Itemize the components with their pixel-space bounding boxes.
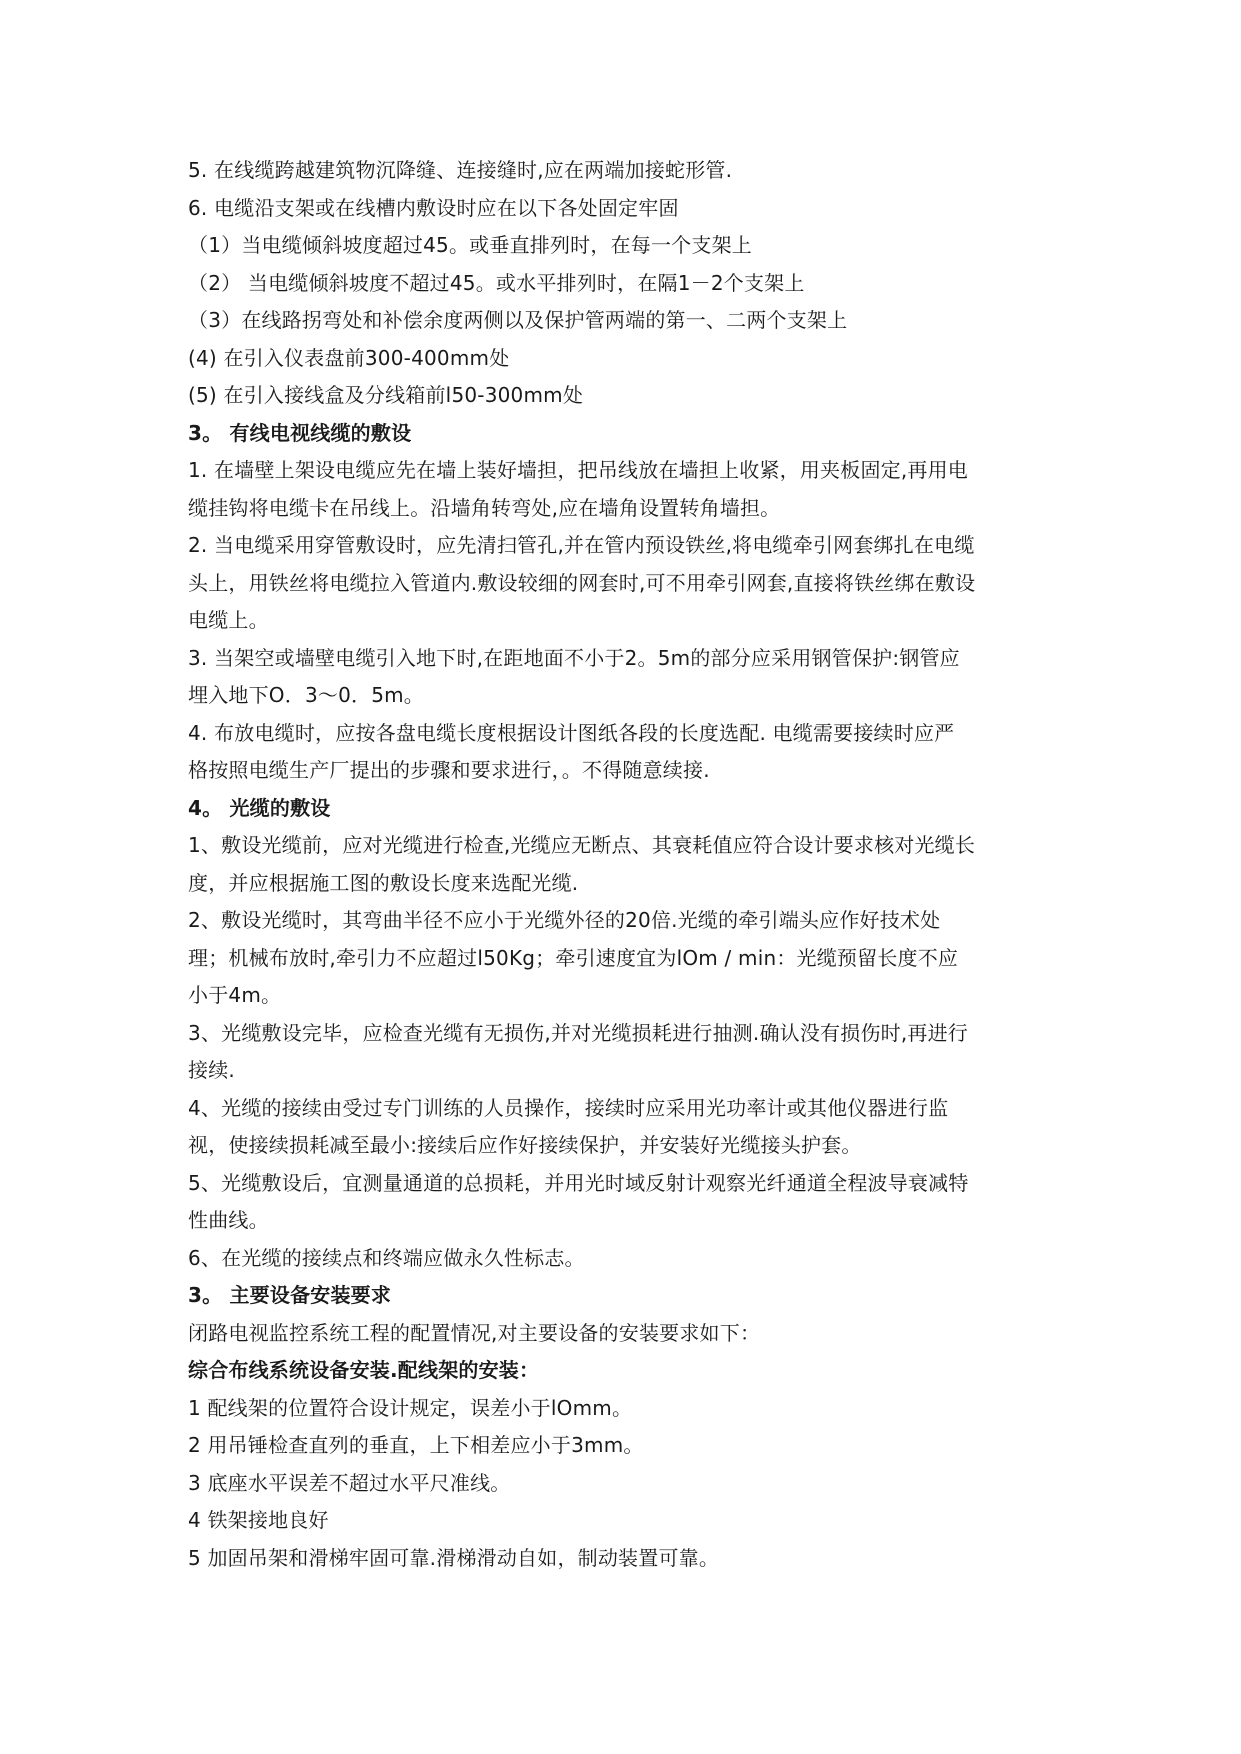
paragraph-line: （3）在线路拐弯处和补偿余度两侧以及保护管两端的第一、二两个支架上 [188, 308, 848, 332]
paragraph-line: 缆挂钩将电缆卡在吊线上。沿墙角转弯处,应在墙角设置转角墙担。 [188, 495, 781, 520]
paragraph-line: 3 底座水平误差不超过水平尺准线。 [188, 1470, 511, 1495]
paragraph-line: 度，并应根据施工图的敷设长度来选配光缆. [188, 870, 579, 895]
paragraph-line: 4. 布放电缆时，应按各盘电缆长度根据设计图纸各段的长度选配. 电缆需要接续时应严 [188, 720, 955, 745]
paragraph-line: 格按照电缆生产厂提出的步骤和要求进行，。不得随意续接. [188, 758, 710, 782]
section-heading: 4。 光缆的敷设 [188, 795, 331, 820]
paragraph-line: 埋入地下O．3～0．5m。 [188, 683, 424, 707]
paragraph-line: 4 铁架接地良好 [188, 1508, 329, 1532]
paragraph-line: 1 配线架的位置符合设计规定，误差小于lOmm。 [188, 1395, 633, 1420]
paragraph-line: （2） 当电缆倾斜坡度不超过45。或水平排列时，在隔1－2个支架上 [188, 270, 805, 295]
paragraph-line: 5. 在线缆跨越建筑物沉降缝、连接缝时,应在两端加接蛇形管. [188, 158, 733, 182]
paragraph-line: 6、在光缆的接续点和终端应做永久性标志。 [188, 1245, 585, 1270]
paragraph-line: 2、敷设光缆时，其弯曲半径不应小于光缆外径的20倍.光缆的牵引端头应作好技术处 [188, 908, 941, 932]
paragraph-line: 1. 在墙壁上架设电缆应先在墙上装好墙担，把吊线放在墙担上收紧，用夹板固定,再用电 [188, 458, 968, 482]
paragraph-line: 接续. [188, 1058, 235, 1082]
paragraph-line: (5) 在引入接线盒及分线箱前l50-300mm处 [188, 383, 584, 407]
paragraph-line: 小于4m。 [188, 983, 282, 1007]
paragraph-line: 电缆上。 [188, 608, 269, 632]
section-heading: 综合布线系统设备安装.配线架的安装： [188, 1358, 540, 1382]
paragraph-line: 3. 当架空或墙壁电缆引入地下时,在距地面不小于2。5m的部分应采用钢管保护:钢管应 [188, 645, 960, 670]
paragraph-line: （1）当电缆倾斜坡度超过45。或垂直排列时，在每一个支架上 [188, 233, 752, 257]
paragraph-line: 3、光缆敷设完毕，应检查光缆有无损伤,并对光缆损耗进行抽测.确认没有损伤时,再进行 [188, 1020, 968, 1045]
paragraph-line: (4) 在引入仪表盘前300-400mm处 [188, 345, 510, 370]
paragraph-line: 理；机械布放时,牵引力不应超过l50Kg；牵引速度宜为lOm / min：光缆预留长度不应 [188, 945, 959, 970]
paragraph-line: 2. 当电缆采用穿管敷设时，应先清扫管孔,并在管内预设铁丝,将电缆牵引网套绑扎在电缆 [188, 533, 975, 557]
paragraph-line: 头上，用铁丝将电缆拉入管道内.敷设较细的网套时,可不用牵引网套,直接将铁丝绑在敷设 [188, 570, 976, 595]
paragraph-line: 1、敷设光缆前，应对光缆进行检查,光缆应无断点、其衰耗值应符合设计要求核对光缆长 [188, 833, 976, 857]
paragraph-line: 视，使接续损耗减至最小:接续后应作好接续保护，并安装好光缆接头护套。 [188, 1133, 862, 1157]
paragraph-line: 5 加固吊架和滑梯牢固可靠.滑梯滑动自如，制动装置可靠。 [188, 1545, 720, 1570]
paragraph-line: 闭路电视监控系统工程的配置情况,对主要设备的安装要求如下： [188, 1320, 761, 1345]
document-page [188, 152, 1068, 1577]
section-heading: 3。 有线电视线缆的敷设 [188, 420, 412, 445]
paragraph-line: 5、光缆敷设后，宜测量通道的总损耗，并用光时域反射计观察光纤通道全程波导衰减特 [188, 1170, 969, 1195]
section-heading: 3。 主要设备安装要求 [188, 1283, 392, 1307]
paragraph-line: 性曲线。 [188, 1208, 269, 1232]
paragraph-line: 4、光缆的接续由受过专门训练的人员操作，接续时应采用光功率计或其他仪器进行监 [188, 1095, 949, 1120]
paragraph-line: 2 用吊锤检查直列的垂直，上下相差应小于3mm。 [188, 1433, 644, 1457]
paragraph-line: 6. 电缆沿支架或在线槽内敷设时应在以下各处固定牢固 [188, 195, 679, 220]
